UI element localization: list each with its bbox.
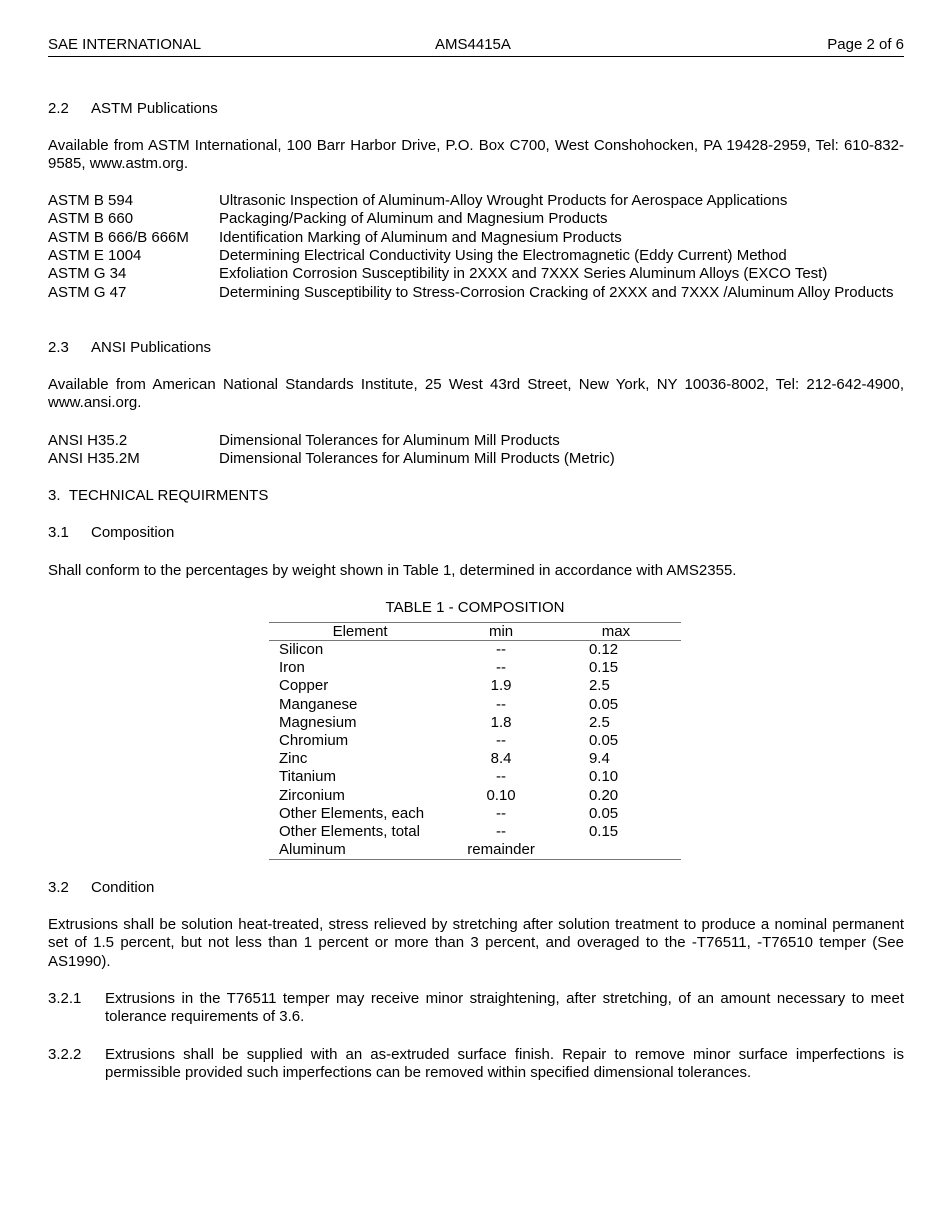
reference-code: ANSI H35.2M [48,450,140,468]
reference-item [48,247,904,265]
reference-code: ASTM G 34 [48,265,127,283]
section-3-2-2 [48,1046,904,1083]
section-3-2-1 [48,990,904,1027]
section-number: 2.3 [48,339,69,356]
reference-item [48,210,904,228]
max-cell [551,841,681,860]
section-2-2-heading [48,100,904,118]
column-header: max [551,623,681,641]
section-2-3-heading [48,339,904,357]
min-cell: -- [496,695,507,713]
reference-item [48,450,904,468]
section-3-heading [48,487,904,505]
max-cell: 0.05 [588,732,619,750]
reference-title: Packaging/Packing of Aluminum and Magnesium Products [219,210,608,228]
element-cell: Other Elements, each [279,804,425,822]
element-cell: Iron [279,659,305,677]
table-row [269,714,681,732]
min-cell: 1.9 [490,677,512,695]
min-cell: 0.10 [486,786,516,804]
section-2-3-intro: Available from American National Standards Institute, 25 West 43rd Street, New York, NY 10036-8002, Tel: 212-642-4900, www.ansi.org. [48,376,904,412]
section-number: 3.1 [48,524,69,541]
min-cell: 1.8 [490,713,512,731]
max-cell: 2.5 [588,713,610,731]
reference-title: Exfoliation Corrosion Susceptibility in 2XXX and 7XXX Series Aluminum Alloys (EXCO Test) [219,265,828,283]
reference-code: ASTM B 660 [48,210,134,228]
reference-item [48,265,904,283]
header-page-number: Page 2 of 6 [827,36,904,53]
section-title: ASTM Publications [91,100,218,117]
element-cell: Zinc [279,750,308,768]
min-cell: -- [496,659,507,677]
element-cell: Aluminum [269,841,451,860]
max-cell: 9.4 [588,750,610,768]
max-cell: 0.05 [588,804,619,822]
reference-title: Ultrasonic Inspection of Aluminum-Alloy Wrought Products for Aerospace Applications [219,192,788,209]
section-3-1-text: Shall conform to the percentages by weight shown in Table 1, determined in accordance with AMS2355. [48,562,737,579]
reference-item [48,229,904,247]
element-cell: Other Elements, total [279,823,420,841]
table-row [269,841,681,860]
table-row [269,787,681,805]
section-3-2-heading [48,879,904,897]
reference-item [48,192,904,210]
reference-title: Determining Susceptibility to Stress-Corrosion Cracking of 2XXX and 7XXX /Aluminum Alloy Products [219,283,894,301]
reference-title: Dimensional Tolerances for Aluminum Mill Products [219,432,560,449]
column-header: min [451,623,551,641]
reference-title: Identification Marking of Aluminum and Magnesium Products [219,228,622,246]
reference-item [48,432,904,450]
table-row [269,659,681,677]
min-cell: -- [496,823,507,841]
section-number: 3.2 [48,879,69,896]
section-text: Extrusions in the T76511 temper may receive minor straightening, after stretching, of an amount necessary to meet tolerance requirements of 3.6. [105,990,904,1026]
max-cell: 0.05 [588,695,619,713]
table-row [269,750,681,768]
min-cell: -- [496,732,507,750]
element-cell: Manganese [279,695,358,713]
table-header-row [269,623,681,641]
reference-code: ASTM B 594 [48,192,134,209]
section-title: TECHNICAL REQUIRMENTS [68,487,269,504]
element-cell: Zirconium [279,786,345,804]
section-2-2-intro: Available from ASTM International, 100 Barr Harbor Drive, P.O. Box C700, West Conshohocken, PA 19428-2959, Tel: 610-832-9585, www.astm.org. [48,137,904,173]
table-row [269,732,681,750]
table-row [269,696,681,714]
table-row [269,768,681,786]
min-cell: remainder [451,841,551,860]
element-cell: Silicon [279,641,324,658]
composition-table [269,622,681,860]
min-cell: 8.4 [490,750,512,768]
max-cell: 0.10 [588,768,619,786]
section-number: 3.2.1 [48,990,82,1007]
section-text: Extrusions shall be supplied with an as-extruded surface finish. Repair to remove minor surface imperfections is permissible provided such imperfections can be removed within specified dimensional tolerances. [105,1046,904,1082]
header-doc-id: AMS4415A [435,36,511,53]
max-cell: 0.12 [588,641,619,658]
section-title: Composition [91,524,175,541]
min-cell: -- [496,641,507,658]
reference-item [48,284,904,302]
reference-code: ASTM B 666/B 666M [48,228,189,246]
reference-code: ASTM E 1004 [48,246,142,264]
table-row [269,805,681,823]
min-cell: -- [496,768,507,786]
max-cell: 0.20 [588,786,619,804]
table-title: TABLE 1 - COMPOSITION [385,599,565,616]
min-cell: -- [496,804,507,822]
section-title: ANSI Publications [91,339,212,356]
section-number: 2.2 [48,100,69,117]
element-cell: Chromium [279,732,349,750]
section-3-1-heading [48,524,904,542]
table-row [269,823,681,841]
page-header [48,36,904,57]
header-org: SAE INTERNATIONAL [48,36,202,53]
reference-code: ANSI H35.2 [48,432,128,449]
max-cell: 0.15 [588,659,619,677]
table-row [269,677,681,695]
element-cell: Copper [279,677,329,695]
section-title: Condition [91,879,155,896]
section-3-2-text: Extrusions shall be solution heat-treated, stress relieved by stretching after solution treatment to produce a nominal permanent set of 1.5 percent, but not less than 1 percent or more than 3 percent, and overaged to the -T76511, -T76510 temper (See AS1990). [48,916,904,970]
reference-title: Determining Electrical Conductivity Using the Electromagnetic (Eddy Current) Method [219,246,787,264]
max-cell: 0.15 [588,823,619,841]
table-row [269,641,681,660]
section-number: 3. [48,487,61,504]
max-cell: 2.5 [588,677,610,695]
reference-title: Dimensional Tolerances for Aluminum Mill Products (Metric) [219,450,615,468]
element-cell: Titanium [279,768,336,786]
column-header: Element [269,623,451,641]
reference-code: ASTM G 47 [48,283,127,301]
section-number: 3.2.2 [48,1046,82,1063]
element-cell: Magnesium [279,713,357,731]
